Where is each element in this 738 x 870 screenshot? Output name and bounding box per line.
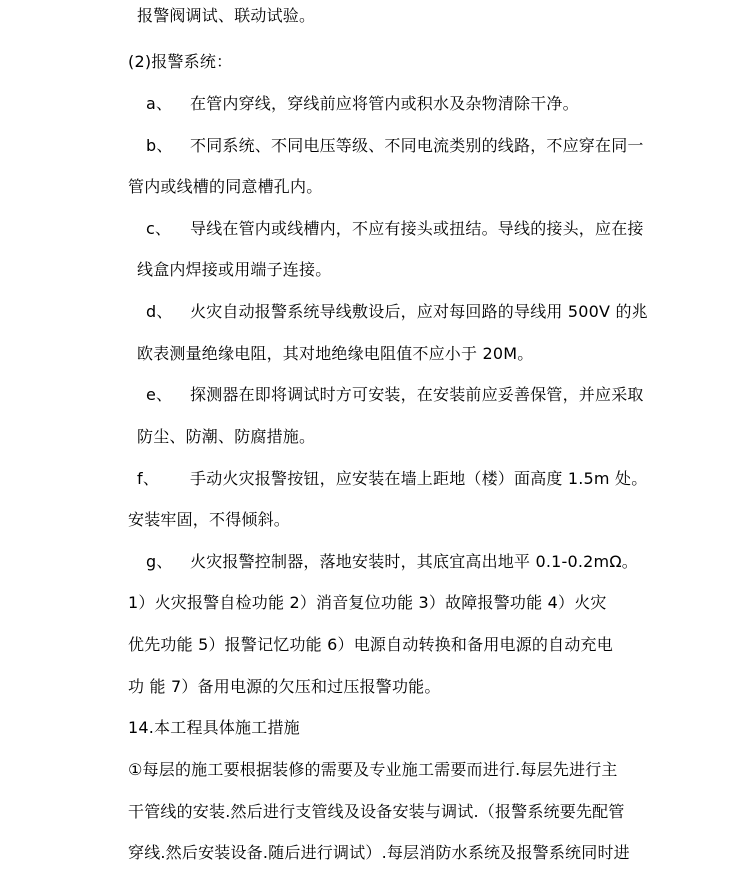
list-item-b — [146, 136, 644, 156]
functions-line: 1）火灾报警自检功能 2）消音复位功能 3）故障报警功能 4）火灾 — [128, 593, 607, 612]
list-item-text: 手动火灾报警按钮，应安装在墙上距地（楼）面高度 1.5m 处。 — [190, 469, 648, 488]
list-marker: d、 — [146, 302, 173, 321]
list-item-continuation: 欧表测量绝缘电阻，其对地绝缘电阻值不应小于 20M。 — [137, 344, 534, 363]
list-item-text: 火灾自动报警系统导线敷设后，应对每回路的导线用 500V 的兆 — [190, 302, 648, 321]
list-item-e — [146, 385, 644, 405]
list-item-continuation: 安装牢固，不得倾斜。 — [128, 510, 291, 529]
paragraph-line: ①每层的施工要根据装修的需要及专业施工需要而进行.每层先进行主 — [128, 760, 618, 779]
list-item-text: 不同系统、不同电压等级、不同电流类别的线路，不应穿在同一 — [190, 136, 644, 155]
list-item-text: 在管内穿线，穿线前应将管内或积水及杂物清除干净。 — [190, 94, 579, 113]
list-marker: f、 — [137, 469, 160, 488]
list-marker: e、 — [146, 385, 173, 404]
list-item-f — [137, 469, 647, 489]
list-item-text: 导线在管内或线槽内，不应有接头或扭结。导线的接头，应在接 — [190, 219, 644, 238]
list-item-a — [146, 94, 579, 114]
section-heading: (2)报警系统： — [128, 52, 233, 71]
list-marker: b、 — [146, 136, 173, 155]
list-item-continuation: 管内或线槽的同意槽孔内。 — [128, 177, 323, 196]
list-item-continuation: 线盒内焊接或用端子连接。 — [137, 260, 332, 279]
list-item-continuation: 防尘、防潮、防腐措施。 — [137, 427, 316, 446]
list-item-g — [146, 552, 638, 572]
paragraph-line: 穿线.然后安装设备.随后进行调试）.每层消防水系统及报警系统同时进 — [128, 843, 630, 862]
paragraph-line: 干管线的安装.然后进行支管线及设备安装与调试.（报警系统要先配管 — [128, 802, 625, 821]
text-line: 报警阀调试、联动试验。 — [137, 6, 316, 25]
list-item-d — [146, 302, 648, 322]
list-item-c — [146, 219, 644, 239]
list-marker: g、 — [146, 552, 173, 571]
list-item-text: 火灾报警控制器，落地安装时，其底宜高出地平 0.1-0.2mΩ。 — [190, 552, 638, 571]
section-heading-14: 14.本工程具体施工措施 — [128, 718, 300, 737]
list-marker: c、 — [146, 219, 172, 238]
list-marker: a、 — [146, 94, 173, 113]
list-item-text: 探测器在即将调试时方可安装，在安装前应妥善保管，并应采取 — [190, 385, 644, 404]
functions-line: 优先功能 5）报警记忆功能 6）电源自动转换和备用电源的自动充电 — [128, 635, 613, 654]
functions-line: 功 能 7）备用电源的欠压和过压报警功能。 — [128, 677, 441, 696]
